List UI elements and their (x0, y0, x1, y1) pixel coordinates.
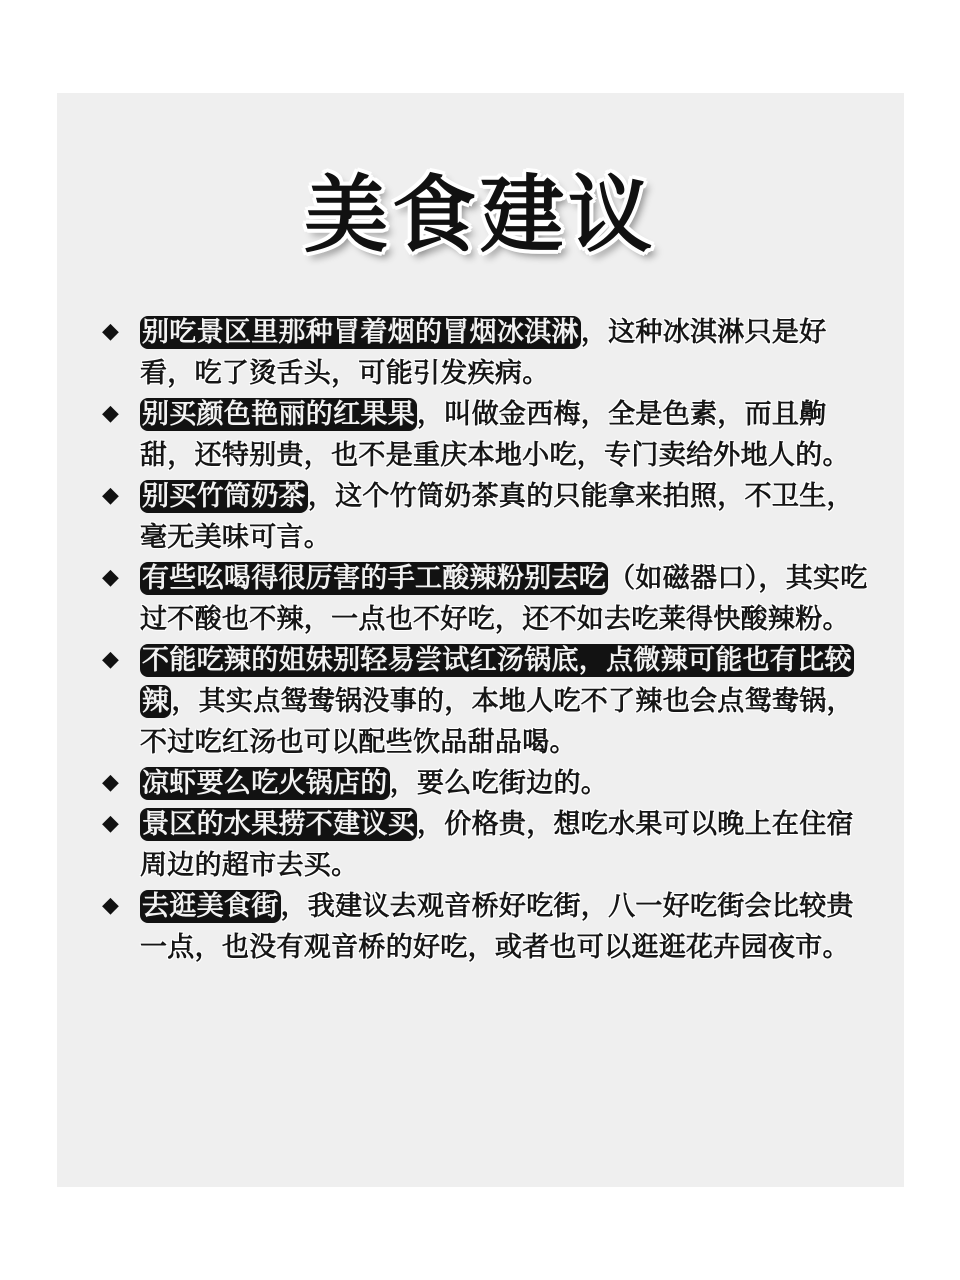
tip-highlight: 别买竹筒奶茶 (142, 481, 306, 512)
tip-highlight: 有些吆喝得很厉害的手工酸辣粉别去吃 (142, 563, 607, 594)
tip-highlight: 景区的水果捞不建议买 (142, 809, 415, 840)
tip-item (100, 312, 870, 394)
tip-highlight: 去逛美食街 (142, 891, 279, 922)
tip-text: ，这个竹筒奶茶真的只能拿来拍照，不卫生，毫无美味可言。 (140, 481, 854, 553)
tip-highlight: 不能吃辣的姐妹别轻易尝试红汤锅底，点微辣可能也有比较辣 (142, 645, 852, 717)
page-title: 美食建议 (303, 166, 656, 264)
diamond-bullet-icon: ◆ (102, 565, 120, 590)
diamond-bullet-icon: ◆ (102, 811, 120, 836)
tip-text: （如磁器口），其实吃过不酸也不辣，一点也不好吃，还不如去吃莱得快酸辣粉。 (140, 563, 868, 635)
tip-item (100, 476, 870, 558)
tip-highlight: 别吃景区里那种冒着烟的冒烟冰淇淋 (142, 317, 579, 348)
tip-text: ，这种冰淇淋只是好看，吃了烫舌头，可能引发疾病。 (140, 317, 827, 389)
tips-list (100, 312, 870, 968)
tip-item (100, 558, 870, 640)
tip-highlight: 别买颜色艳丽的红果果 (142, 399, 415, 430)
tip-text: ，叫做金西梅，全是色素，而且齁甜，还特别贵，也不是重庆本地小吃，专门卖给外地人的。 (140, 399, 850, 471)
tip-text: ，其实点鸳鸯锅没事的，本地人吃不了辣也会点鸳鸯锅，不过吃红汤也可以配些饮品甜品喝。 (140, 686, 854, 758)
tip-item (100, 640, 870, 763)
tip-text: ，我建议去观音桥好吃街，八一好吃街会比较贵一点，也没有观音桥的好吃，或者也可以逛逛花卉园夜市。 (140, 891, 854, 963)
tip-text: ，价格贵，想吃水果可以晚上在住宿周边的超市去买。 (140, 809, 854, 881)
diamond-bullet-icon: ◆ (102, 483, 120, 508)
tip-text: ，要么吃街边的。 (389, 768, 609, 799)
diamond-bullet-icon: ◆ (102, 401, 120, 426)
tip-highlight: 凉虾要么吃火锅店的 (142, 768, 388, 799)
tip-item (100, 763, 870, 804)
tip-item (100, 394, 870, 476)
diamond-bullet-icon: ◆ (102, 770, 120, 795)
tip-item (100, 886, 870, 968)
diamond-bullet-icon: ◆ (102, 893, 120, 918)
diamond-bullet-icon: ◆ (102, 319, 120, 344)
tip-item (100, 804, 870, 886)
diamond-bullet-icon: ◆ (102, 647, 120, 672)
